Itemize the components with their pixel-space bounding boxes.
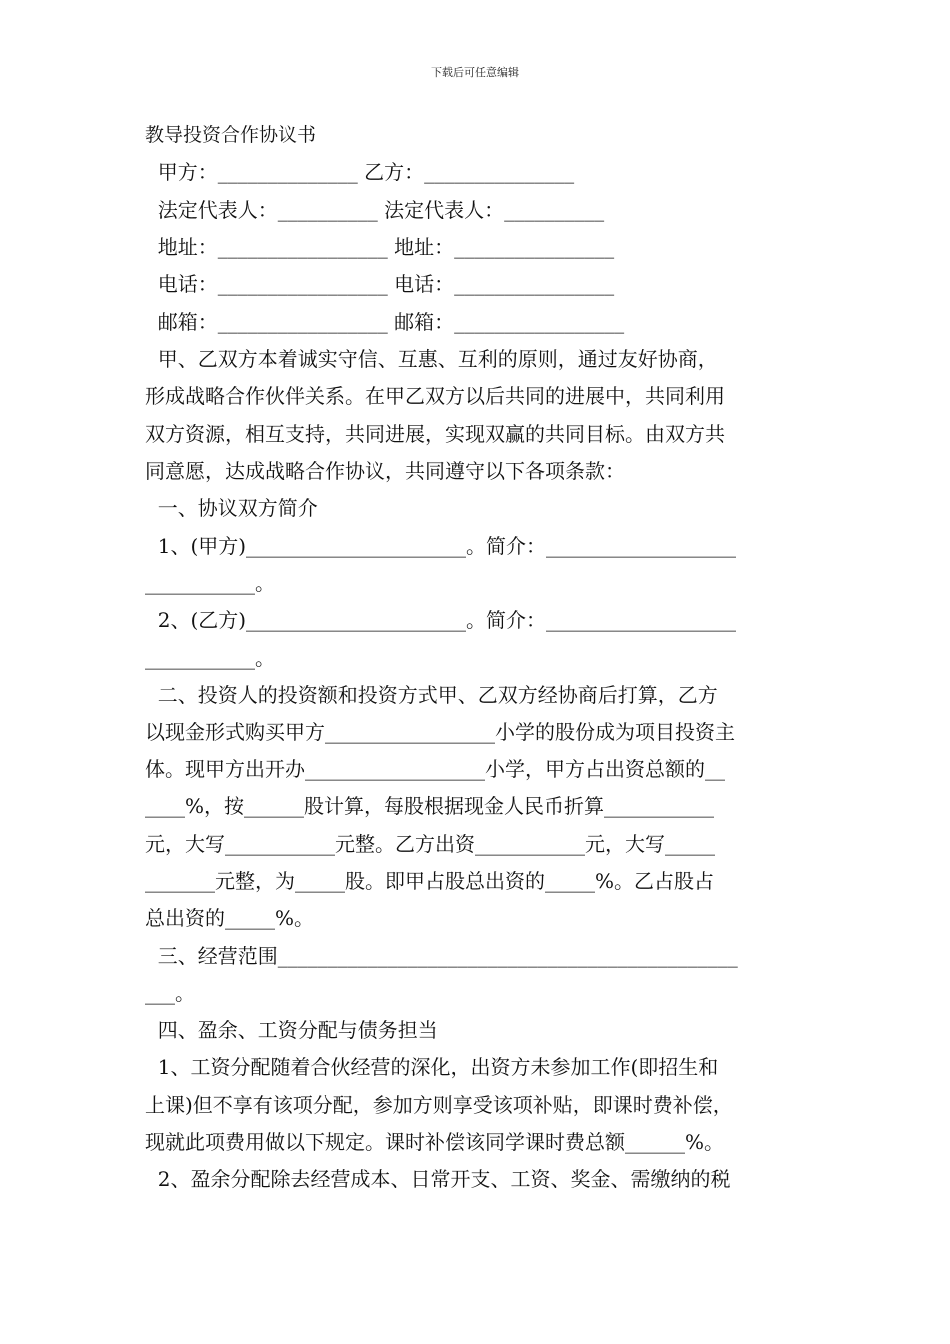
address-line: 地址：_________________ 地址：________________	[145, 235, 615, 259]
section-heading: 一、协议双方简介	[145, 496, 318, 520]
paragraph-line: 2、(乙方)______________________。简介：___________________	[145, 608, 737, 632]
paragraph-line: 形成战略合作伙伴关系。在甲乙双方以后共同的进展中，共同利用	[145, 384, 725, 408]
page-header: 下载后可任意编辑	[431, 66, 519, 79]
paragraph-line: 现就此项费用做以下规定。课时补偿该同学课时费总额______%。	[145, 1130, 725, 1154]
paragraph-line: 1、(甲方)______________________。简介：___________________	[145, 534, 737, 558]
party-line: 甲方：______________ 乙方：_______________	[145, 160, 575, 184]
paragraph-line: ___________。	[145, 571, 275, 595]
section-heading: 四、盈余、工资分配与债务担当	[145, 1018, 438, 1042]
paragraph-line: _______元整，为_____股。即甲占股总出资的_____%。乙占股占	[145, 869, 715, 893]
paragraph-line: ___。	[145, 981, 195, 1005]
paragraph-line: ___________。	[145, 646, 275, 670]
paragraph-line: 同意愿，达成战略合作协议，共同遵守以下各项条款：	[145, 459, 625, 483]
phone-line: 电话：_________________ 电话：________________	[145, 272, 615, 296]
paragraph-line: 上课)但不享有该项分配，参加方则享受该项补贴，即课时费补偿，	[145, 1093, 733, 1117]
paragraph-line: 以现金形式购买甲方_________________小学的股份成为项目投资主	[145, 720, 735, 744]
paragraph-line: 总出资的_____%。	[145, 906, 315, 930]
paragraph-line: 体。现甲方出开办__________________小学，甲方占出资总额的__	[145, 757, 725, 781]
paragraph-line: 2、盈余分配除去经营成本、日常开支、工资、奖金、需缴纳的税	[145, 1167, 731, 1191]
paragraph-line: 甲、乙双方本着诚实守信、互惠、互利的原则，通过友好协商，	[145, 347, 718, 371]
paragraph-line: 三、经营范围______________________________________________	[145, 944, 738, 968]
document-title: 教导投资合作协议书	[145, 124, 317, 146]
paragraph-line: 二、投资人的投资额和投资方式甲、乙双方经协商后打算，乙方	[145, 683, 718, 707]
email-line: 邮箱：_________________ 邮箱：_________________	[145, 310, 625, 334]
paragraph-line: ____%，按______股计算，每股根据现金人民币折算___________	[145, 794, 715, 818]
paragraph-line: 1、工资分配随着合伙经营的深化，出资方未参加工作(即招生和	[145, 1055, 719, 1079]
paragraph-line: 双方资源，相互支持，共同进展，实现双赢的共同目标。由双方共	[145, 422, 725, 446]
representative-line: 法定代表人：__________ 法定代表人：__________	[145, 198, 605, 222]
paragraph-line: 元，大写___________元整。乙方出资___________元，大写_____	[145, 832, 715, 856]
